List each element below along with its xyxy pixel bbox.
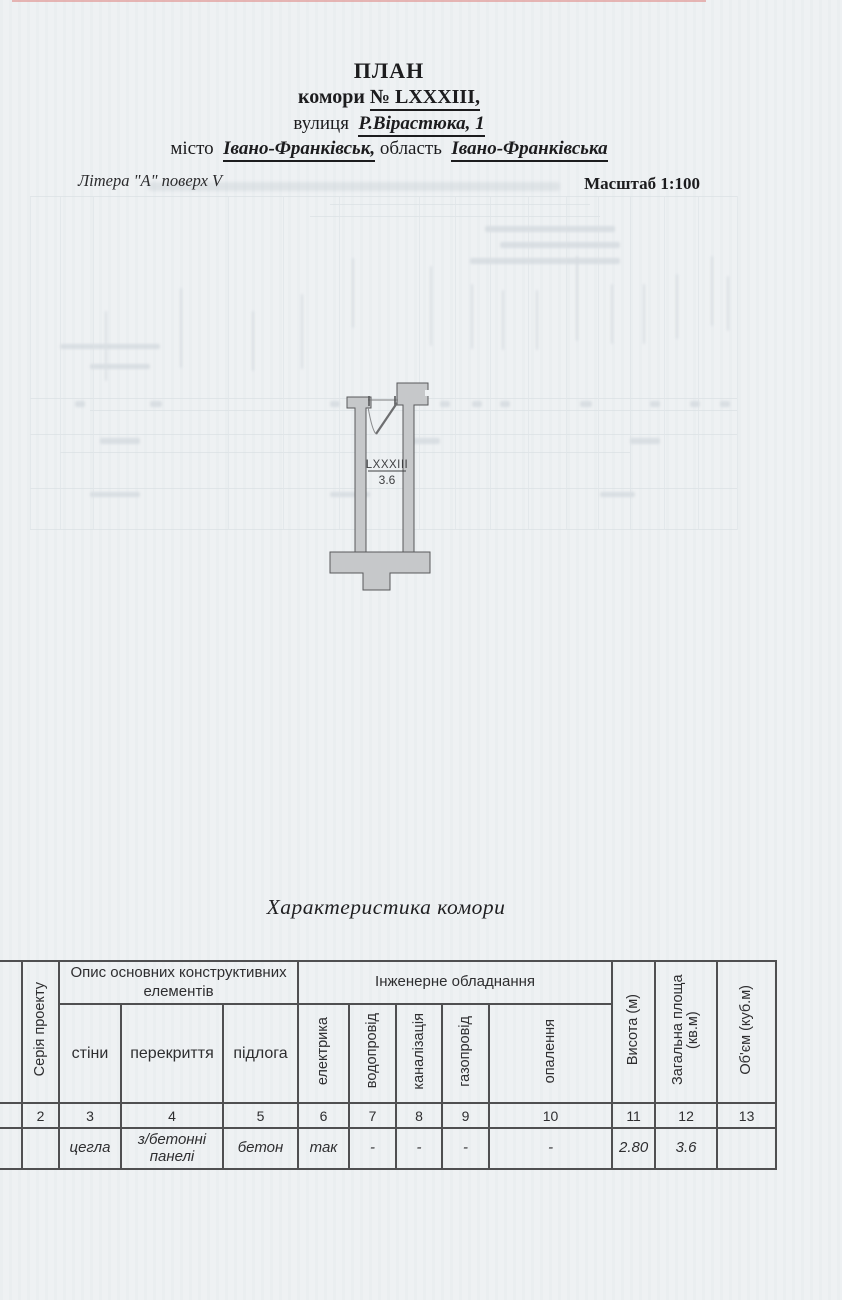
col-number-1	[0, 1103, 22, 1128]
col-header-gas: газопровід	[442, 1004, 489, 1103]
street-value: Р.Вірастюка, 1	[358, 113, 484, 137]
cell-ceiling: з/бетонні панелі	[121, 1128, 223, 1169]
group-header-engineering: Інженерне обладнання	[298, 961, 612, 1004]
col-header-electricity: електрика	[298, 1004, 349, 1103]
col-header-area: Загальна площа (кв.м)	[655, 961, 717, 1103]
characteristics-table	[0, 960, 777, 1170]
cell-year	[0, 1128, 22, 1169]
col-number-5: 5	[223, 1103, 298, 1128]
document-header	[0, 58, 778, 160]
col-number-2: 2	[22, 1103, 59, 1128]
cell-volume	[717, 1128, 776, 1169]
wall-left	[347, 397, 371, 552]
col-header-ceiling: перекриття	[121, 1004, 223, 1103]
col-number-11: 11	[612, 1103, 655, 1128]
table-row	[0, 1128, 776, 1169]
cell-electricity: так	[298, 1128, 349, 1169]
col-header-floor: підлога	[223, 1004, 298, 1103]
cell-heating: -	[489, 1128, 612, 1169]
col-number-10: 10	[489, 1103, 612, 1128]
door-leaf	[376, 403, 397, 434]
col-header-water: водопровід	[349, 1004, 396, 1103]
object-number: № LXXXIII,	[370, 86, 480, 111]
cell-floor: бетон	[223, 1128, 298, 1169]
scan-artifact-line	[12, 0, 706, 2]
street-line: вулиця Р.Вірастюка, 1	[0, 113, 778, 135]
col-number-7: 7	[349, 1103, 396, 1128]
door-swing-arc	[368, 407, 376, 434]
page-title: ПЛАН	[353, 58, 425, 83]
col-header-sewerage: каналізація	[396, 1004, 442, 1103]
col-header-height: Висота (м)	[612, 961, 655, 1103]
col-number-3: 3	[59, 1103, 121, 1128]
col-number-13: 13	[717, 1103, 776, 1128]
cell-series	[22, 1128, 59, 1169]
floor-plan-drawing	[328, 381, 434, 593]
section-title: Характеристика комори	[266, 895, 506, 919]
col-number-8: 8	[396, 1103, 442, 1128]
col-number-9: 9	[442, 1103, 489, 1128]
col-header-series: Серія проекту	[22, 961, 59, 1103]
column-number-row	[0, 1103, 776, 1128]
col-number-12: 12	[655, 1103, 717, 1128]
scale-label: Масштаб 1:100	[584, 174, 700, 193]
col-header-heating: опалення	[489, 1004, 612, 1103]
room-label: LXXXIII	[365, 459, 409, 471]
room-area: 3.6	[378, 473, 396, 487]
col-number-4: 4	[121, 1103, 223, 1128]
cell-gas: -	[442, 1128, 489, 1169]
cell-walls: цегла	[59, 1128, 121, 1169]
col-header-volume: Об'єм (куб.м)	[717, 961, 776, 1103]
object-line: комори № LXXXIII,	[0, 86, 778, 110]
wall-bottom	[330, 552, 430, 590]
cell-area: 3.6	[655, 1128, 717, 1169]
col-header-reconstruction	[0, 961, 22, 1103]
cell-water: -	[349, 1128, 396, 1169]
city-region-line: місто Івано-Франківськ, область Івано-Франківська	[0, 138, 778, 160]
city-value: Івано-Франківськ,	[223, 138, 375, 162]
cell-sewerage: -	[396, 1128, 442, 1169]
wall-notch	[425, 390, 429, 396]
cell-height: 2.80	[612, 1128, 655, 1169]
region-value: Івано-Франківська	[451, 138, 607, 162]
col-header-walls: стіни	[59, 1004, 121, 1103]
group-header-construction: Опис основних конструктивних елементів	[59, 961, 298, 1004]
col-number-6: 6	[298, 1103, 349, 1128]
litera-floor-note: Літера "А" поверх V	[78, 171, 223, 190]
